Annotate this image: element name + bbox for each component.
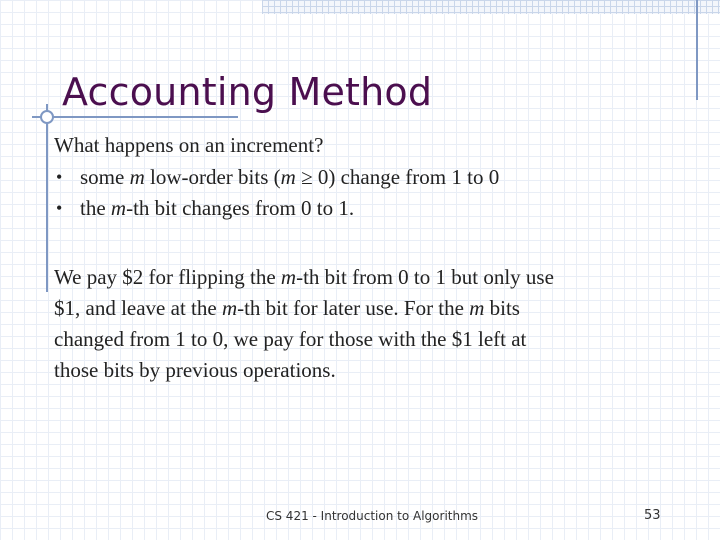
decorative-horizontal-line <box>32 116 238 118</box>
page-number: 53 <box>644 508 661 523</box>
variable-m: m <box>221 296 238 320</box>
intro-question: What happens on an increment? <box>54 133 324 157</box>
slide-title: Accounting Method <box>62 70 433 114</box>
variable-m: m <box>129 165 145 189</box>
decorative-top-band <box>262 0 720 14</box>
slide-content <box>54 130 614 386</box>
bullet-item: • the m-th bit changes from 0 to 1. <box>54 193 580 224</box>
variable-m: m <box>280 265 297 289</box>
variable-m: m <box>110 196 127 220</box>
variable-m: m <box>280 165 296 189</box>
variable-m: m <box>469 296 485 320</box>
crosshair-circle-icon <box>40 110 54 124</box>
decorative-left-line <box>46 104 48 292</box>
slide-footer: CS 421 - Introduction to Algorithms <box>266 509 479 523</box>
decorative-right-line <box>696 0 698 100</box>
bullet-list <box>54 162 614 224</box>
explanation-paragraph: We pay $2 for flipping the m-th bit from 0 to 1 but only use $1, and leave at the m-th bit for later use. For the m bits changed from 1 to 0, we pay for those with the $1 left at those bits by previous operations. <box>54 265 554 382</box>
bullet-item: • some m low-order bits (m ≥ 0) change from 1 to 0 <box>54 162 580 193</box>
